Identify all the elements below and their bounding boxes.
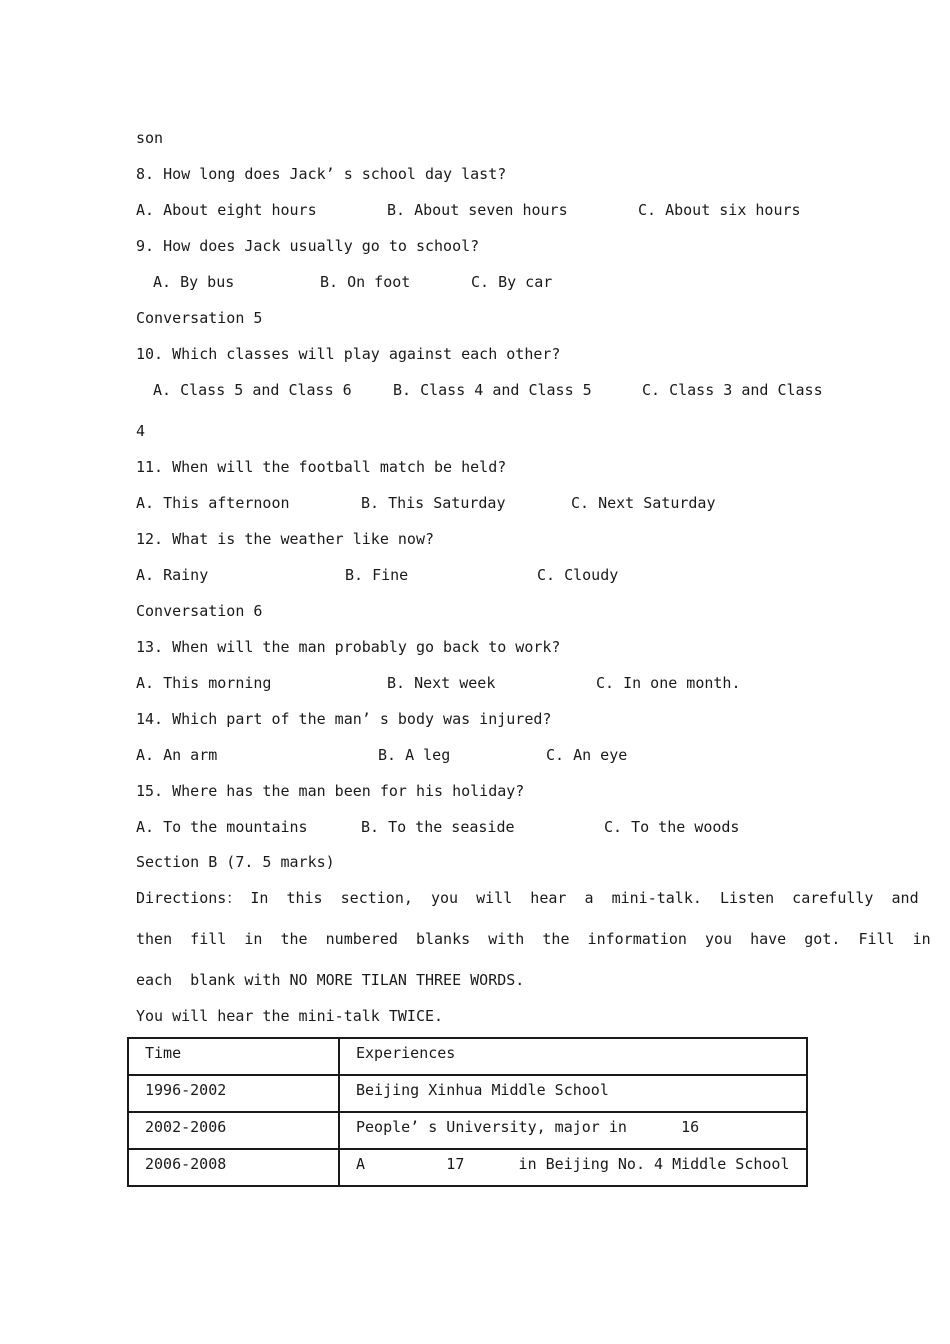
option-a: A. Class 5 and Class 6 bbox=[153, 381, 352, 399]
text-line: son bbox=[136, 129, 164, 147]
option-a: A. An arm bbox=[136, 746, 218, 764]
table-cell: Beijing Xinhua Middle School bbox=[339, 1075, 807, 1112]
option-b: B. This Saturday bbox=[361, 494, 506, 512]
table-cell: 2002-2006 bbox=[128, 1112, 339, 1149]
table-row bbox=[128, 1149, 807, 1186]
question-14: 14. Which part of the man’ s body was injured? bbox=[136, 710, 552, 728]
experience-table bbox=[127, 1037, 808, 1187]
table-row bbox=[128, 1075, 807, 1112]
directions-line: each blank with NO MORE TILAN THREE WORDS. bbox=[136, 971, 525, 989]
option-c: C. In one month. bbox=[596, 674, 741, 692]
option-a: A. Rainy bbox=[136, 566, 209, 584]
option-c: C. To the woods bbox=[604, 818, 740, 836]
conversation-heading: Conversation 5 bbox=[136, 309, 263, 327]
directions-line: You will hear the mini-talk TWICE. bbox=[136, 1007, 444, 1025]
option-b: B. Class 4 and Class 5 bbox=[393, 381, 592, 399]
option-b: B. On foot bbox=[320, 273, 411, 291]
option-b: B. To the seaside bbox=[361, 818, 515, 836]
option-c: C. By car bbox=[471, 273, 553, 291]
option-a: A. This afternoon bbox=[136, 494, 290, 512]
option-b: B. A leg bbox=[378, 746, 451, 764]
option-c-continued: 4 bbox=[136, 422, 146, 440]
option-a: A. To the mountains bbox=[136, 818, 308, 836]
directions-line: then fill in the numbered blanks with the information you have got. Fill in bbox=[136, 930, 931, 948]
option-c: C. Class 3 and Class bbox=[642, 381, 823, 399]
table-cell: 2006-2008 bbox=[128, 1149, 339, 1186]
question-12: 12. What is the weather like now? bbox=[136, 530, 435, 548]
table-header-row bbox=[128, 1038, 807, 1075]
question-11: 11. When will the football match be held? bbox=[136, 458, 507, 476]
directions-line: Directions： In this section, you will hear a mini-talk. Listen carefully and bbox=[136, 889, 919, 907]
question-9: 9. How does Jack usually go to school? bbox=[136, 237, 480, 255]
option-a: A. By bus bbox=[153, 273, 235, 291]
conversation-heading: Conversation 6 bbox=[136, 602, 263, 620]
table-cell: A 17 in Beijing No. 4 Middle School bbox=[339, 1149, 807, 1186]
option-b: B. Fine bbox=[345, 566, 409, 584]
option-c: C. An eye bbox=[546, 746, 628, 764]
option-b: B. About seven hours bbox=[387, 201, 568, 219]
table-cell: 1996-2002 bbox=[128, 1075, 339, 1112]
question-15: 15. Where has the man been for his holiday? bbox=[136, 782, 525, 800]
table-header: Experiences bbox=[339, 1038, 807, 1075]
option-a: A. This morning bbox=[136, 674, 272, 692]
section-heading: Section B (7. 5 marks) bbox=[136, 853, 335, 871]
option-c: C. Cloudy bbox=[537, 566, 619, 584]
table-cell: People’ s University, major in 16 bbox=[339, 1112, 807, 1149]
question-10: 10. Which classes will play against each other? bbox=[136, 345, 561, 363]
option-a: A. About eight hours bbox=[136, 201, 317, 219]
question-13: 13. When will the man probably go back to work? bbox=[136, 638, 561, 656]
question-8: 8. How long does Jack’ s school day last? bbox=[136, 165, 507, 183]
table-header: Time bbox=[128, 1038, 339, 1075]
option-c: C. Next Saturday bbox=[571, 494, 716, 512]
option-c: C. About six hours bbox=[638, 201, 801, 219]
table-row bbox=[128, 1112, 807, 1149]
option-b: B. Next week bbox=[387, 674, 496, 692]
